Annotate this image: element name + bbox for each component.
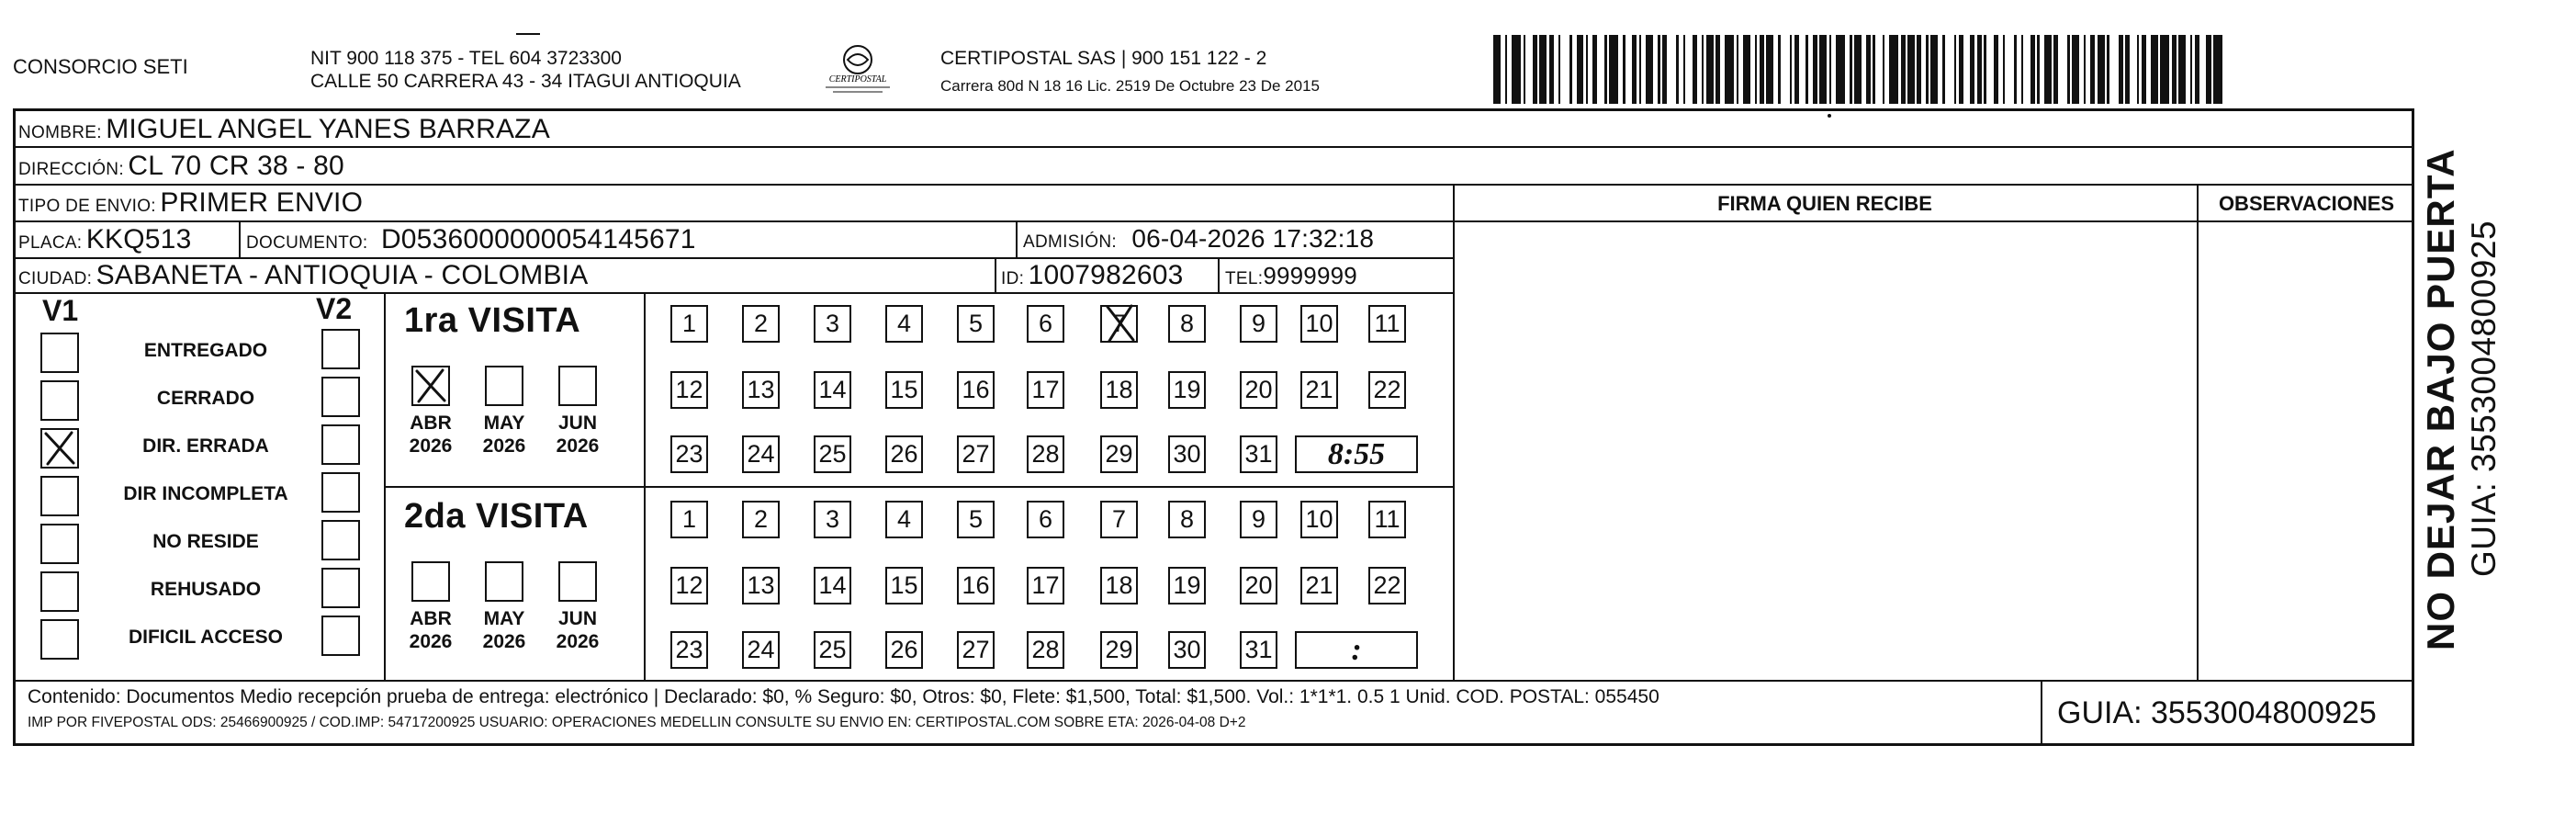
barcode-bar bbox=[1625, 35, 1633, 104]
day-checkbox[interactable]: 9 bbox=[1240, 305, 1277, 343]
barcode-bar bbox=[2199, 35, 2207, 104]
barcode-bar bbox=[2160, 35, 2169, 104]
barcode-bar bbox=[2109, 35, 2119, 104]
day-checkbox[interactable]: 20 bbox=[1240, 567, 1277, 604]
day-checkbox[interactable]: 4 bbox=[885, 501, 923, 538]
year-label: 2026 bbox=[409, 631, 453, 652]
day-checkbox[interactable]: 10 bbox=[1300, 501, 1338, 538]
day-checkbox[interactable]: 26 bbox=[885, 435, 923, 473]
placa-row bbox=[18, 224, 191, 255]
day-checkbox[interactable]: 5 bbox=[957, 501, 995, 538]
barcode-bar bbox=[1819, 35, 1827, 104]
status-label: DIR INCOMPLETA bbox=[123, 483, 288, 504]
year-label: 2026 bbox=[482, 435, 526, 457]
day-checkbox[interactable]: 2 bbox=[742, 501, 780, 538]
day-checkbox[interactable]: 19 bbox=[1168, 371, 1206, 409]
month-label: JUN bbox=[557, 608, 597, 629]
tipo-value: PRIMER ENVIO bbox=[160, 187, 364, 218]
barcode-bar bbox=[2178, 35, 2186, 104]
day-checkbox[interactable]: 25 bbox=[814, 435, 851, 473]
divider bbox=[239, 220, 241, 257]
check-mark-icon bbox=[1104, 303, 1137, 353]
month-checkbox[interactable] bbox=[485, 561, 523, 602]
barcode-bar bbox=[1512, 35, 1521, 104]
status-label: REHUSADO bbox=[150, 579, 262, 600]
time-field[interactable]: 8:55 bbox=[1295, 435, 1418, 473]
month-checkbox[interactable] bbox=[411, 561, 450, 602]
day-checkbox[interactable]: 10 bbox=[1300, 305, 1338, 343]
no-dejar-bajo-puerta: NO DEJAR BAJO PUERTA bbox=[2419, 148, 2462, 650]
barcode bbox=[1493, 35, 2223, 104]
divider bbox=[13, 184, 2414, 186]
day-checkbox[interactable]: 1 bbox=[670, 305, 708, 343]
barcode-bar bbox=[1889, 35, 1898, 104]
divider bbox=[995, 257, 996, 292]
v2-checkbox[interactable] bbox=[321, 568, 360, 608]
divider bbox=[1453, 184, 1455, 680]
day-checkbox[interactable]: 27 bbox=[957, 435, 995, 473]
day-checkbox[interactable]: 28 bbox=[1027, 631, 1064, 669]
documento-value: D0536000000054145671 bbox=[380, 224, 696, 254]
ciudad-value: SABANETA - ANTIOQUIA - COLOMBIA bbox=[96, 260, 589, 290]
day-checkbox[interactable]: 22 bbox=[1368, 371, 1406, 409]
observaciones-header: OBSERVACIONES bbox=[2218, 192, 2395, 215]
barcode-bar bbox=[1609, 35, 1618, 104]
visit-title: 2da VISITA bbox=[404, 497, 589, 536]
visit-title: 1ra VISITA bbox=[404, 301, 581, 340]
day-checkbox[interactable]: 27 bbox=[957, 631, 995, 669]
day-checkbox[interactable]: 12 bbox=[670, 567, 708, 604]
divider bbox=[2041, 680, 2042, 746]
v1-checkbox[interactable] bbox=[40, 571, 79, 612]
status-label: DIFICIL ACCESO bbox=[128, 627, 283, 648]
divider bbox=[1016, 220, 1018, 257]
tel-value: 9999999 bbox=[1263, 262, 1357, 289]
day-checkbox[interactable]: 31 bbox=[1240, 435, 1277, 473]
day-checkbox[interactable]: 11 bbox=[1368, 501, 1406, 538]
day-checkbox[interactable]: 7 bbox=[1100, 501, 1138, 538]
v2-checkbox[interactable] bbox=[321, 616, 360, 656]
day-checkbox[interactable]: 18 bbox=[1100, 371, 1138, 409]
barcode-bar bbox=[1799, 35, 1806, 104]
v2-checkbox[interactable] bbox=[321, 377, 360, 417]
month-label: ABR bbox=[410, 608, 452, 629]
admision-label: ADMISIÓN: bbox=[1023, 232, 1117, 252]
day-checkbox[interactable]: 1 bbox=[670, 501, 708, 538]
divider bbox=[13, 257, 1453, 259]
v2-checkbox[interactable] bbox=[321, 520, 360, 560]
divider bbox=[13, 146, 2414, 148]
day-checkbox[interactable]: 18 bbox=[1100, 567, 1138, 604]
year-label: 2026 bbox=[482, 631, 526, 652]
barcode-bar bbox=[1597, 35, 1604, 104]
tipo-row bbox=[18, 187, 363, 219]
day-checkbox[interactable]: 16 bbox=[957, 567, 995, 604]
certipostal-logo bbox=[820, 41, 895, 106]
barcode-bar bbox=[2151, 35, 2158, 104]
barcode-bar bbox=[1836, 35, 1845, 104]
day-checkbox[interactable]: 2 bbox=[742, 305, 780, 343]
v2-label: V2 bbox=[316, 292, 353, 325]
barcode-bar bbox=[1706, 35, 1714, 104]
barcode-bar bbox=[1854, 35, 1862, 104]
barcode-bar bbox=[1685, 35, 1693, 104]
day-checkbox[interactable]: 22 bbox=[1368, 567, 1406, 604]
barcode-bar bbox=[1577, 35, 1584, 104]
barcode-bar bbox=[1493, 35, 1501, 104]
day-checkbox[interactable]: 15 bbox=[885, 371, 923, 409]
day-checkbox[interactable]: 24 bbox=[742, 631, 780, 669]
barcode-bar bbox=[1781, 35, 1790, 104]
day-checkbox[interactable]: 26 bbox=[885, 631, 923, 669]
nombre-label: NOMBRE: bbox=[18, 123, 102, 142]
id-row bbox=[1001, 260, 1184, 291]
day-checkbox[interactable]: 3 bbox=[814, 305, 851, 343]
day-checkbox[interactable]: 7 bbox=[1100, 305, 1138, 343]
day-checkbox[interactable]: 6 bbox=[1027, 305, 1064, 343]
month-label: JUN bbox=[557, 412, 597, 434]
year-label: 2026 bbox=[556, 435, 600, 457]
day-checkbox[interactable]: 4 bbox=[885, 305, 923, 343]
day-checkbox[interactable]: 14 bbox=[814, 371, 851, 409]
day-checkbox[interactable]: 19 bbox=[1168, 567, 1206, 604]
day-checkbox[interactable]: 15 bbox=[885, 567, 923, 604]
status-label: DIR. ERRADA bbox=[142, 435, 269, 457]
firma-header: FIRMA QUIEN RECIBE bbox=[1717, 192, 1932, 215]
direccion-row bbox=[18, 151, 344, 182]
barcode-bar bbox=[1646, 35, 1653, 104]
day-checkbox[interactable]: 29 bbox=[1100, 631, 1138, 669]
documento-row bbox=[246, 224, 696, 255]
month-checkbox[interactable] bbox=[558, 366, 597, 406]
status-label: NO RESIDE bbox=[152, 531, 259, 552]
tipo-label: TIPO DE ENVIO: bbox=[18, 197, 156, 216]
scan-mark bbox=[516, 33, 540, 35]
v1-checkbox[interactable] bbox=[40, 380, 79, 421]
barcode-bar bbox=[1725, 35, 1734, 104]
barcode-bar bbox=[1875, 35, 1883, 104]
day-checkbox[interactable]: 5 bbox=[957, 305, 995, 343]
barcode-bar bbox=[1539, 35, 1547, 104]
placa-value: KKQ513 bbox=[85, 224, 192, 254]
company-name: CONSORCIO SETI bbox=[13, 55, 188, 78]
month-checkbox[interactable] bbox=[411, 366, 450, 406]
v2-checkbox[interactable] bbox=[321, 424, 360, 465]
v2-checkbox[interactable] bbox=[321, 472, 360, 513]
barcode-bar bbox=[1560, 35, 1569, 104]
v1-checkbox[interactable] bbox=[40, 428, 79, 469]
divider bbox=[1218, 257, 1220, 292]
barcode-bar bbox=[1930, 35, 1938, 104]
barcode-bar bbox=[2023, 35, 2030, 104]
v1-checkbox[interactable] bbox=[40, 619, 79, 660]
day-checkbox[interactable]: 17 bbox=[1027, 567, 1064, 604]
day-checkbox[interactable]: 9 bbox=[1240, 501, 1277, 538]
month-label: MAY bbox=[483, 608, 525, 629]
day-checkbox[interactable]: 8 bbox=[1168, 501, 1206, 538]
admision-value: 06-04-2026 17:32:18 bbox=[1131, 224, 1375, 253]
v1-label: V1 bbox=[42, 294, 79, 327]
day-checkbox[interactable]: 16 bbox=[957, 371, 995, 409]
divider bbox=[13, 220, 2414, 222]
day-checkbox[interactable]: 8 bbox=[1168, 305, 1206, 343]
guia-vertical: GUIA: 3553004800925 bbox=[2465, 220, 2503, 577]
barcode-bar bbox=[2072, 35, 2079, 104]
license-line: Carrera 80d N 18 16 Lic. 2519 De Octubre 23 De 2015 bbox=[940, 77, 1320, 95]
day-checkbox[interactable]: 20 bbox=[1240, 371, 1277, 409]
documento-label: DOCUMENTO: bbox=[246, 233, 368, 253]
day-checkbox[interactable]: 13 bbox=[742, 371, 780, 409]
status-label: CERRADO bbox=[156, 388, 255, 409]
barcode-bar bbox=[1766, 35, 1773, 104]
direccion-label: DIRECCIÓN: bbox=[18, 160, 124, 179]
ciudad-row bbox=[18, 260, 588, 291]
barcode-bar bbox=[2130, 35, 2137, 104]
ciudad-label: CIUDAD: bbox=[18, 269, 93, 288]
day-checkbox[interactable]: 28 bbox=[1027, 435, 1064, 473]
day-checkbox[interactable]: 14 bbox=[814, 567, 851, 604]
barcode-bar bbox=[2044, 35, 2052, 104]
day-checkbox[interactable]: 23 bbox=[670, 631, 708, 669]
barcode-bar bbox=[1986, 35, 1994, 104]
month-label: ABR bbox=[410, 412, 452, 434]
day-checkbox[interactable]: 21 bbox=[1300, 567, 1338, 604]
month-label: MAY bbox=[483, 412, 525, 434]
scan-mark bbox=[1828, 114, 1831, 118]
placa-label: PLACA: bbox=[18, 233, 83, 253]
v1-checkbox[interactable] bbox=[40, 524, 79, 564]
svg-text:CERTIPOSTAL: CERTIPOSTAL bbox=[828, 74, 887, 85]
time-field[interactable]: : bbox=[1295, 631, 1418, 669]
v1-checkbox[interactable] bbox=[40, 476, 79, 516]
day-checkbox[interactable]: 6 bbox=[1027, 501, 1064, 538]
tel-row bbox=[1225, 262, 1357, 290]
status-label: ENTREGADO bbox=[143, 340, 268, 361]
barcode-bar bbox=[2005, 35, 2014, 104]
day-checkbox[interactable]: 11 bbox=[1368, 305, 1406, 343]
day-checkbox[interactable]: 17 bbox=[1027, 371, 1064, 409]
id-label: ID: bbox=[1001, 269, 1025, 288]
day-checkbox[interactable]: 25 bbox=[814, 631, 851, 669]
day-checkbox[interactable]: 24 bbox=[742, 435, 780, 473]
month-checkbox[interactable] bbox=[485, 366, 523, 406]
admision-row bbox=[1023, 224, 1374, 254]
contenido-line: Contenido: Documentos Medio recepción prueba de entrega: electrónico | Declarado: $0, % Seguro: $0, Otros: $0, Flete: $1,500, Total: $1,500. Vol.: 1*1*1. 0.5 1 Unid. COD. POSTAL: 055450 bbox=[28, 686, 1659, 707]
nombre-row bbox=[18, 114, 550, 145]
imp-line: IMP POR FIVEPOSTAL ODS: 25466900925 / COD.IMP: 54717200925 USUARIO: OPERACIONES MEDELLIN CONSULTE SU ENVIO EN: CERTIPOSTAL.COM SOBRE ETA: 2026-04-08 D+2 bbox=[28, 715, 1246, 730]
barcode-bar bbox=[1743, 35, 1750, 104]
direccion-value: CL 70 CR 38 - 80 bbox=[128, 151, 344, 181]
day-checkbox[interactable]: 12 bbox=[670, 371, 708, 409]
v1-checkbox[interactable] bbox=[40, 333, 79, 373]
barcode-bar bbox=[1945, 35, 1954, 104]
v2-checkbox[interactable] bbox=[321, 329, 360, 369]
divider bbox=[13, 292, 1453, 294]
guia-box: GUIA: 3553004800925 bbox=[2057, 695, 2377, 730]
month-checkbox[interactable] bbox=[558, 561, 597, 602]
barcode-bar bbox=[2058, 35, 2067, 104]
barcode-bar bbox=[2213, 35, 2222, 104]
address-line: CALLE 50 CARRERA 43 - 34 ITAGUI ANTIOQUIA bbox=[310, 71, 741, 92]
barcode-bar bbox=[1963, 35, 1971, 104]
divider bbox=[384, 486, 1453, 488]
day-checkbox[interactable]: 3 bbox=[814, 501, 851, 538]
barcode-bar bbox=[1525, 35, 1533, 104]
year-label: 2026 bbox=[556, 631, 600, 652]
nombre-value: MIGUEL ANGEL YANES BARRAZA bbox=[106, 114, 550, 144]
day-checkbox[interactable]: 23 bbox=[670, 435, 708, 473]
barcode-bar bbox=[2098, 35, 2105, 104]
day-checkbox[interactable]: 13 bbox=[742, 567, 780, 604]
day-checkbox[interactable]: 21 bbox=[1300, 371, 1338, 409]
divider bbox=[13, 680, 2414, 682]
day-checkbox[interactable]: 31 bbox=[1240, 631, 1277, 669]
check-mark-icon bbox=[42, 430, 77, 471]
year-label: 2026 bbox=[409, 435, 453, 457]
day-checkbox[interactable]: 30 bbox=[1168, 435, 1206, 473]
tel-label: TEL: bbox=[1225, 269, 1264, 288]
day-checkbox[interactable]: 30 bbox=[1168, 631, 1206, 669]
id-value: 1007982603 bbox=[1028, 260, 1184, 290]
nit-line: NIT 900 118 375 - TEL 604 3723300 bbox=[310, 48, 622, 69]
divider bbox=[2197, 184, 2199, 680]
barcode-bar bbox=[1667, 35, 1676, 104]
barcode-bar bbox=[1907, 35, 1915, 104]
day-checkbox[interactable]: 29 bbox=[1100, 435, 1138, 473]
certipostal-line: CERTIPOSTAL SAS | 900 151 122 - 2 bbox=[940, 48, 1267, 69]
check-mark-icon bbox=[413, 367, 448, 409]
